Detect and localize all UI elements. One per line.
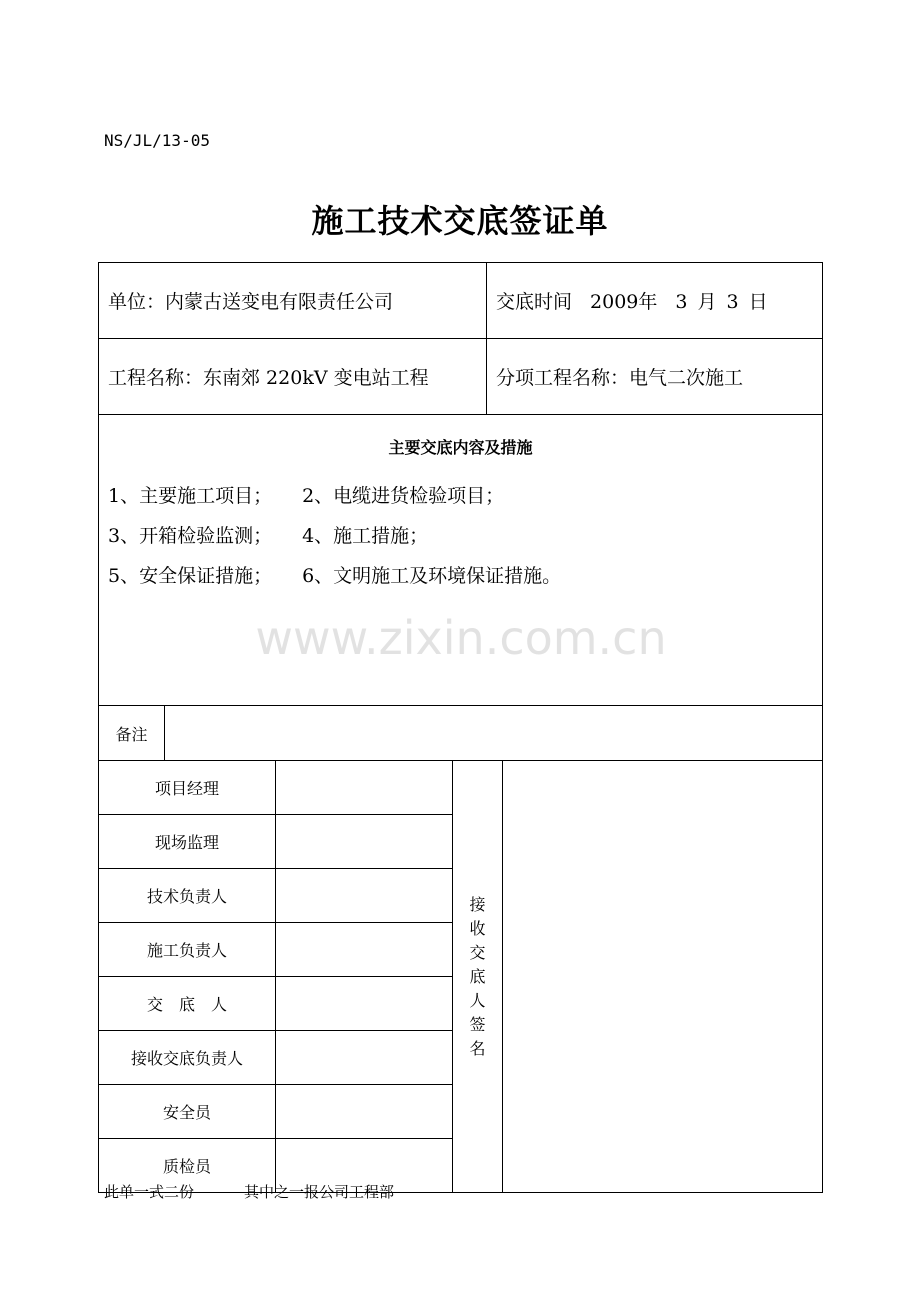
content-line-1 [108,476,822,516]
role-project-manager: 项目经理 [99,761,276,815]
sub-project-label: 分项工程名称： [496,367,630,389]
content-item-6: 6、文明施工及环境保证措施。 [302,565,562,587]
project-label: 工程名称： [108,367,204,389]
date-cell [487,263,823,339]
content-item-4: 4、施工措施； [302,525,429,547]
receiver-label-char: 签 [469,1014,486,1034]
project-value: 东南郊 220kV 变电站工程 [203,367,429,389]
content-cell [99,415,823,706]
date-month-unit: 月 [697,291,717,313]
project-cell [99,339,487,415]
content-line-2 [108,516,822,556]
document-code: NS/JL/13-05 [104,131,210,150]
unit-label: 单位： [108,291,166,313]
signature-project-manager[interactable] [276,761,453,815]
remark-row [99,706,823,761]
receiver-signature-area[interactable] [503,761,823,1193]
document-title: 施工技术交底签证单 [311,202,609,240]
unit-value: 内蒙古送变电有限责任公司 [165,291,394,313]
role-technical-lead: 技术负责人 [99,869,276,923]
role-handover-person: 交 底 人 [99,977,276,1031]
sub-project-cell [487,339,823,415]
remark-label: 备注 [99,706,165,761]
sub-project-value: 电气二次施工 [629,367,744,389]
watermark: www.zixin.com.cn [255,611,667,665]
receiver-label-char: 接 [469,894,486,914]
content-row [99,415,823,706]
date-day: 3 [726,291,739,313]
handover-form-table [98,262,823,1193]
content-item-2: 2、电缆进货检验项目； [302,485,505,507]
signature-technical-lead[interactable] [276,869,453,923]
project-row [99,339,823,415]
date-year-unit: 年 [638,291,658,313]
signature-site-supervisor[interactable] [276,815,453,869]
content-item-3: 3、开箱检验监测； [108,525,273,547]
receiver-label-char: 人 [469,990,486,1010]
remark-value-cell[interactable] [165,706,823,761]
signature-construction-lead[interactable] [276,923,453,977]
footer-note [104,1181,394,1202]
content-item-5: 5、安全保证措施； [108,565,273,587]
footer-copies: 此单一式二份 [104,1183,195,1201]
date-label: 交底时间 [496,291,573,313]
unit-row [99,263,823,339]
unit-cell [99,263,487,339]
role-construction-lead: 施工负责人 [99,923,276,977]
content-item-1: 1、主要施工项目； [108,485,273,507]
footer-distribution: 其中之一报公司工程部 [244,1183,395,1201]
role-site-supervisor: 现场监理 [99,815,276,869]
receiver-signature-label [453,761,503,1193]
receiver-label-char: 底 [469,966,486,986]
receiver-label-char: 收 [469,918,486,938]
date-year: 2009 [590,291,639,313]
role-safety-officer: 安全员 [99,1085,276,1139]
content-line-3 [108,556,822,596]
role-receiver-lead: 接收交底负责人 [99,1031,276,1085]
receiver-label-char: 名 [469,1038,486,1058]
receiver-label-char: 交 [469,942,486,962]
signature-safety-officer[interactable] [276,1085,453,1139]
signature-receiver-lead[interactable] [276,1031,453,1085]
signature-handover-person[interactable] [276,977,453,1031]
role-quality-inspector: 质检员 [99,1139,276,1193]
date-day-unit: 日 [748,291,768,313]
date-month: 3 [675,291,688,313]
signature-row [99,761,823,815]
content-heading: 主要交底内容及措施 [388,438,533,457]
